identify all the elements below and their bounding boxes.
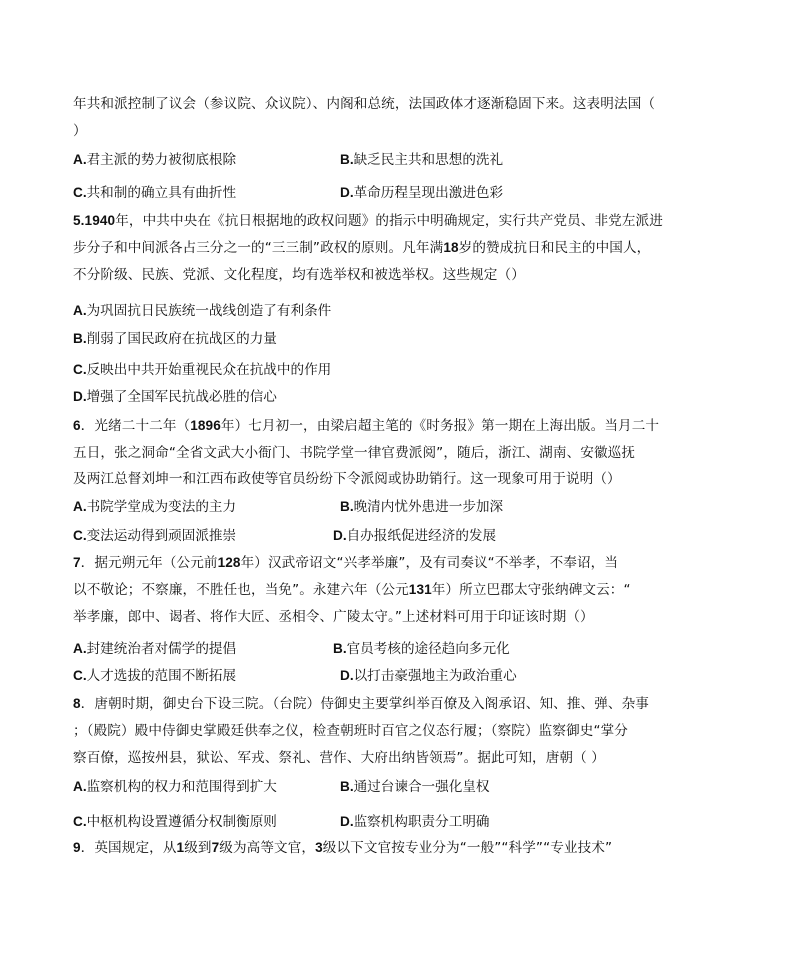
q7-option-b: B.官员考核的途径趋向多元化	[333, 641, 510, 657]
q4-option-d: D.革命历程呈现出激进色彩	[340, 185, 504, 201]
q6-option-a: A.书院学堂成为变法的主力	[73, 499, 237, 515]
q4-option-b: B.缺乏民主共和思想的洗礼	[340, 152, 504, 168]
q5-option-a: A.为巩固抗日民族统一战线创造了有利条件	[73, 303, 332, 319]
q8-option-b: B.通过台谏合一强化皇权	[340, 779, 490, 795]
q8-option-a: A.监察机构的权力和范围得到扩大	[73, 779, 277, 795]
q5-option-c: C.反映出中共开始重视民众在抗战中的作用	[73, 362, 332, 378]
q5-text-line-1: 5.1940年，中共中央在《抗日根据地的政权问题》的指示中明确规定，实行共产党员、非党左派进	[73, 213, 663, 229]
q4-option-c: C.共和制的确立具有曲折性	[73, 185, 237, 201]
q9-text-line-1: 9．英国规定，从1级到7级为高等文官，3级以下文官按专业分为“一般”“科学”“专业技术”	[73, 840, 613, 856]
q7-option-d: D.以打击豪强地主为政治重心	[340, 668, 517, 684]
q6-text-line-2: 五日，张之洞命“全省文武大小衙门、书院学堂一律官费派阅”，随后，浙江、湖南、安徽巡抚	[73, 445, 636, 461]
q6-text-line-3: 及两江总督刘坤一和江西布政使等官员纷纷下令派阅或协助销行。这一现象可用于说明（）	[73, 471, 621, 487]
q7-text-line-1: 7．据元朔元年（公元前128年）汉武帝诏文“兴孝举廉”，及有司奏议“不举孝，不奉诏，当	[73, 555, 619, 571]
q6-option-d: D.自办报纸促进经济的发展	[333, 528, 497, 544]
q5-option-b: B.削弱了国民政府在抗战区的力量	[73, 331, 277, 347]
q5-text-line-2: 步分子和中间派各占三分之一的“三三制”政权的原则。凡年满18岁的赞成抗日和民主的中国人，	[73, 240, 651, 256]
q7-option-c: C.人才选拔的范围不断拓展	[73, 668, 237, 684]
q5-option-d: D.增强了全国军民抗战必胜的信心	[73, 389, 277, 405]
q6-text-line-1: 6．光绪二十二年（1896年）七月初一，由梁启超主笔的《时务报》第一期在上海出版。当月二十	[73, 418, 660, 434]
q6-option-c: C.变法运动得到顽固派推崇	[73, 528, 237, 544]
q8-text-line-2: ；（殿院）殿中侍御史掌殿廷供奉之仪，检查朝班时百官之仪态行履；（察院）监察御史“掌分	[73, 723, 628, 739]
q5-text-line-3: 不分阶级、民族、党派、文化程度，均有选举权和被选举权。这些规定（）	[73, 267, 525, 283]
q4-option-a: A.君主派的势力被彻底根除	[73, 152, 237, 168]
q8-text-line-1: 8．唐朝时期，御史台下设三院。（台院）侍御史主要掌纠举百僚及入阁承诏、知、推、弹、杂事	[73, 696, 650, 712]
q7-text-line-2: 以不敬论；不察廉，不胜任也，当免”。永建六年（公元131年）所立巴郡太守张纳碑文云：“	[73, 582, 631, 598]
q7-text-line-3: 举孝廉，郎中、谒者、将作大匠、丞相令、广陵太守。”上述材料可用于印证该时期（）	[73, 609, 594, 625]
q4-text-line-1: 年共和派控制了议会（参议院、众议院）、内阁和总统，法国政体才逐渐稳固下来。这表明法国（	[73, 96, 656, 112]
q6-option-b: B.晚清内忧外患进一步加深	[340, 499, 504, 515]
q8-text-line-3: 察百僚，巡按州县，狱讼、军戎、祭礼、营作、大府出纳皆领焉”。据此可知，唐朝（ ）	[73, 750, 605, 766]
q7-option-a: A.封建统治者对儒学的提倡	[73, 641, 237, 657]
q8-option-c: C.中枢机构设置遵循分权制衡原则	[73, 814, 277, 830]
q8-option-d: D.监察机构职责分工明确	[340, 814, 490, 830]
q4-text-line-2: ）	[73, 123, 87, 139]
